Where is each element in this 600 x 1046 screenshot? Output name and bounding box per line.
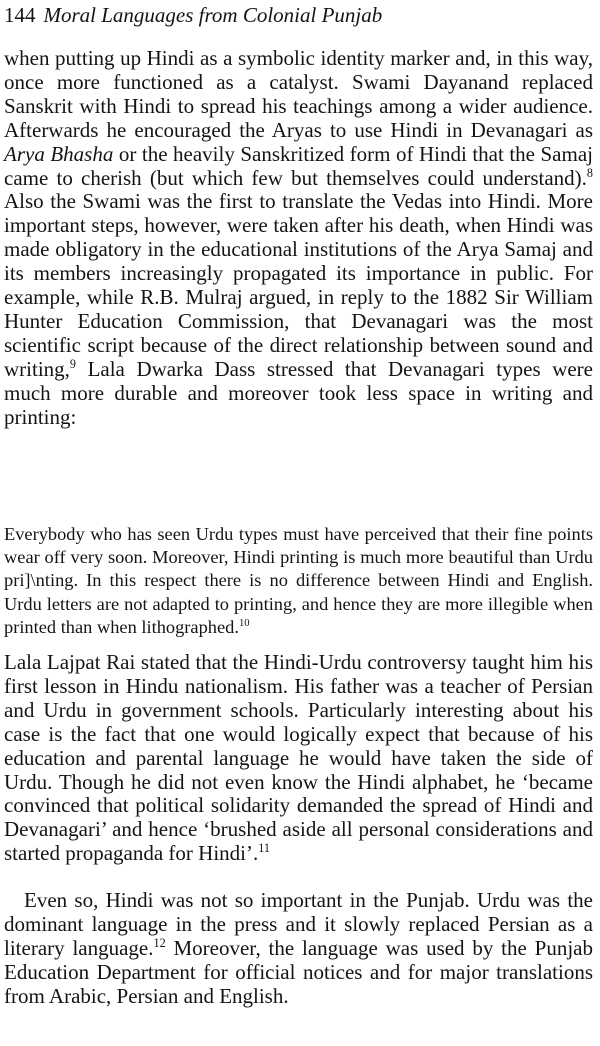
page-number: 144 [4, 3, 36, 27]
paragraph-text: Lala Lajpat Rai stated that the Hindi-Urdu controversy taught him his first lesson in Hindu nationalism. His father was a teacher of Persian and Urdu in government schools. Particularly interesting about his case is the fact that one would logically expect that because of his education and parental language he would have taken the side of Urdu. Though he did not even know the Hindi alphabet, he ‘became convinced that political solidarity demanded the spread of Hindi and Devanagari’ and hence ‘brushed aside all personal considerations and started propaganda for Hindi’. [4, 650, 593, 866]
italic-term: Arya Bhasha [4, 141, 114, 166]
body-paragraph-3 [4, 889, 593, 1009]
running-header [4, 2, 590, 28]
footnote-ref-10: 10 [238, 616, 250, 629]
footnote-ref-9: 9 [69, 356, 77, 371]
paragraph-text: Lala Dwarka Dass stressed that Devanagari types were much more durable and moreover took less space in writing and printing: [4, 356, 593, 429]
block-quote [4, 523, 593, 639]
footnote-ref-8: 8 [586, 165, 593, 180]
quote-text: Everybody who has seen Urdu types must have perceived that their fine points wear off very soon. Moreover, Hindi printing is much more beautiful than Urdu pri]\nting. In this respect there is no difference between Hindi and English. Urdu letters are not adapted to printing, and hence they are more illegible when printed than when lithographed. [4, 524, 593, 637]
body-paragraph-2 [4, 651, 593, 866]
footnote-ref-11: 11 [258, 841, 270, 856]
paragraph-text: or the heavily Sanskritized form of Hindi that the Samaj came to cherish (but which few but themselves could understand). [4, 141, 593, 190]
body-paragraph-1 [4, 47, 593, 430]
paragraph-text: Even so, Hindi was not so important in the Punjab. Urdu was the dominant language in the press and it slowly replaced Persian as a literary language. [4, 888, 593, 960]
running-title: Moral Languages from Colonial Punjab [43, 3, 383, 27]
paragraph-text: when putting up Hindi as a symbolic identity marker and, in this way, once more functioned as a catalyst. Swami Dayanand replaced Sanskrit with Hindi to spread his teachings among a wider audience. Afterwards he encouraged the Aryas to use Hindi in Devanagari as [4, 46, 593, 142]
paragraph-text: Moreover, the language was used by the Punjab Education Department for official notices and for major translations from Arabic, Persian and English. [4, 935, 593, 1008]
paragraph-text: Also the Swami was the first to translate the Vedas into Hindi. More important steps, however, were taken after his death, when Hindi was made obligatory in the educational institutions of the Arya Samaj and its members increasingly propagated its importance in public. For example, while R.B. Mulraj argued, in reply to the 1882 Sir William Hunter Education Commission, that Devanagari was the most scientific script because of the direct relationship between sound and writing, [4, 189, 593, 381]
footnote-ref-12: 12 [153, 935, 166, 950]
